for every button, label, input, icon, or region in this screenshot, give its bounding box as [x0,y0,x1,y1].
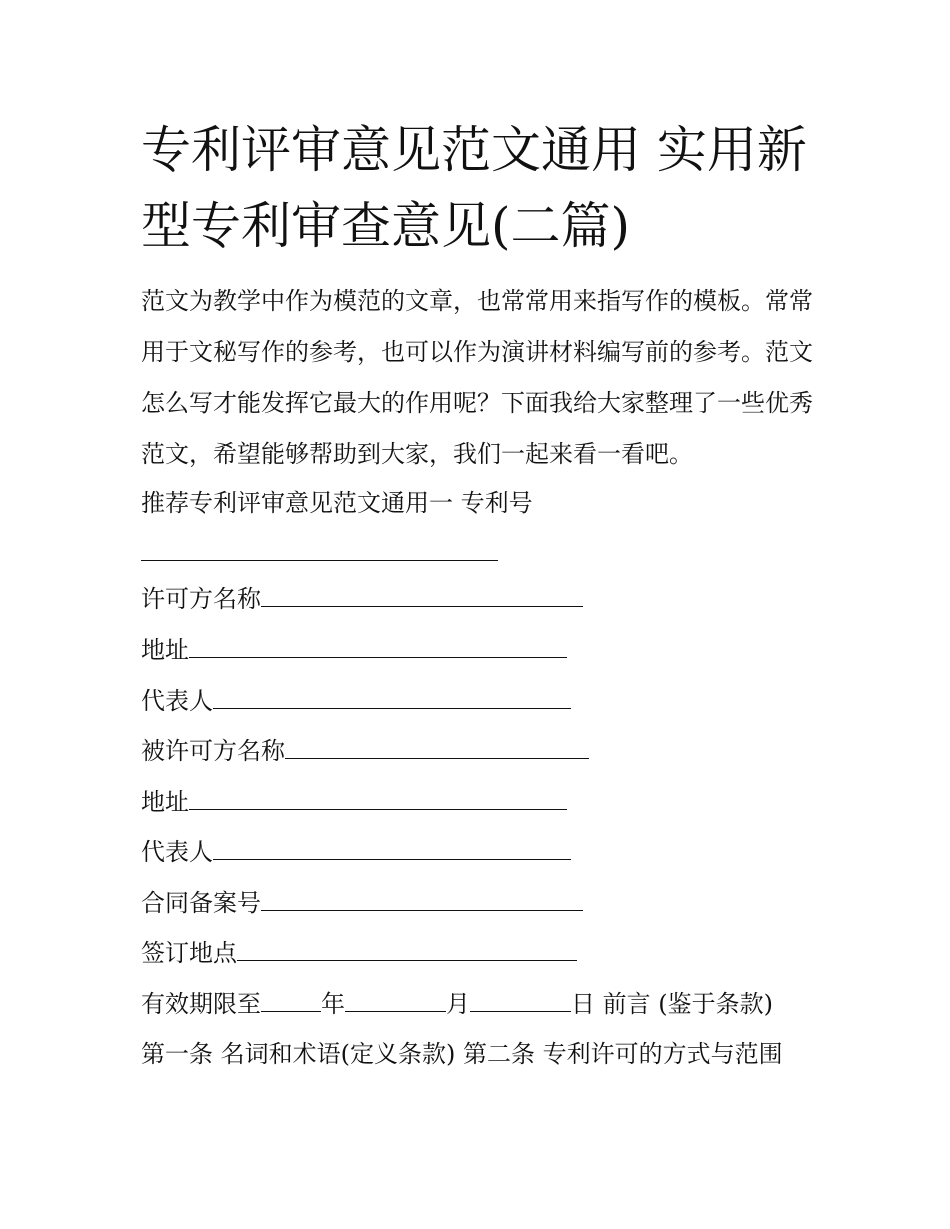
articles-text: 第一条 名词和术语(定义条款) 第二条 专利许可的方式与范围 [141,1040,783,1068]
address-row-1 [141,635,567,665]
licensor-name-row [141,584,583,614]
licensor-name-label: 许可方名称 [141,585,261,613]
address-underline-2 [189,787,567,810]
contract-number-label: 合同备案号 [141,889,261,917]
address-row-2 [141,787,567,817]
month-label: 月 [446,990,470,1018]
month-underline [345,989,446,1012]
licensor-name-underline [261,584,583,607]
document-title: 专利评审意见范文通用 实用新型专利审查意见(二篇) [141,121,807,255]
day-underline [470,989,571,1012]
validity-row [141,989,773,1019]
representative-label-2: 代表人 [141,838,213,866]
validity-label: 有效期限至 [141,990,261,1018]
recommend-line [141,488,533,518]
representative-underline-2 [213,837,571,860]
address-underline-1 [189,635,567,658]
year-label: 年 [321,990,345,1018]
representative-row-1 [141,686,571,716]
address-label-2: 地址 [141,788,189,816]
year-underline [261,989,321,1012]
contract-number-row [141,888,583,918]
licensee-name-underline [285,736,589,759]
articles-row [141,1039,783,1069]
patent-number-blank [141,538,498,568]
address-label-1: 地址 [141,636,189,664]
licensee-name-row [141,736,589,766]
contract-number-underline [261,888,583,911]
intro-paragraph: 范文为教学中作为模范的文章，也常常用来指写作的模板。常常用于文秘写作的参考，也可以作为演讲材料编写前的参考。范文怎么写才能发挥它最大的作用呢？下面我给大家整理了一些优秀范文，希望能够帮助到大家，我们一起来看一看吧。 [141,287,813,468]
representative-label-1: 代表人 [141,687,213,715]
day-label: 日 [571,990,595,1018]
preamble-text: 前言 (鉴于条款) [595,990,773,1018]
representative-row-2 [141,837,571,867]
representative-underline-1 [213,686,571,709]
patent-number-underline [141,538,498,561]
recommend-text: 推荐专利评审意见范文通用一 专利号 [141,489,533,517]
signing-place-underline [237,938,577,961]
licensee-name-label: 被许可方名称 [141,737,285,765]
signing-place-row [141,938,577,968]
signing-place-label: 签订地点 [141,939,237,967]
